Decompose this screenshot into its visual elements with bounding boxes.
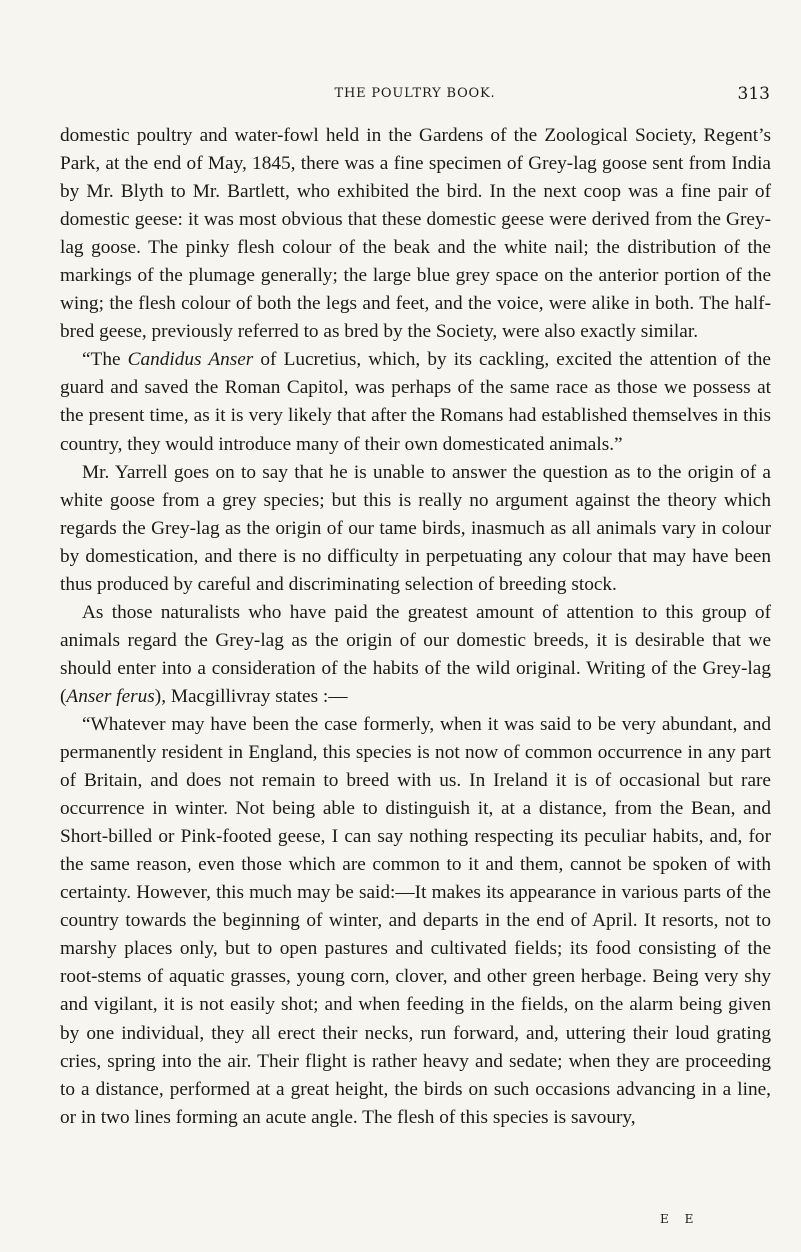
paragraph-3: Mr. Yarrell goes on to say that he is unable to answer the question as to the origin of a white goose from a grey species; but this is really no argument against the theory which regards the Grey-lag as the origin of our tame birds, inasmuch as all animals vary in colour by domestication, and there is no difficulty in perpetuating any colour that may have been thus produced by careful and discriminating selection of breeding stock.: [60, 461, 771, 595]
paragraph-4-after: ), Macgillivray states :—: [154, 685, 348, 707]
body-text: [60, 122, 771, 1132]
paragraph-4-italic-term: Anser ferus: [66, 685, 155, 707]
paragraph-4-before: As those naturalists who have paid the greatest amount of attention to this group of animals regard the Grey-lag as the origin of our domestic breeds, it is desirable that we should enter into a consideration of the habits of the wild original. Writing of the Grey-lag (: [60, 601, 771, 707]
paragraph-2-rest: of Lucretius, which, by its cackling, excited the attention of the guard and saved the Roman Capitol, was perhaps of the same race as those we possess at the present time, as it is very likely that after the Romans had established themselves in this country, they would introduce many of their own domesticated animals.”: [60, 349, 771, 455]
paragraph-1: domestic poultry and water-fowl held in the Gardens of the Zoological Society, Regent’s Park, at the end of May, 1845, there was a fine specimen of Grey-lag goose sent from India by Mr. Blyth to Mr. Bartlett, who exhibited the bird. In the next coop was a fine pair of domestic geese: it was most obvious that these domestic geese were derived from the Grey-lag goose. The pinky flesh colour of the beak and the white nail; the distribution of the markings of the plumage generally; the large blue grey space on the anterior portion of the wing; the flesh colour of both the legs and feet, and the voice, were alike in both. The half-bred geese, previously referred to as bred by the Society, were also exactly similar.: [60, 125, 771, 343]
paragraph-2-italic-term: Candidus Anser: [127, 349, 254, 371]
paragraph-2: [60, 346, 771, 458]
running-head: [60, 86, 770, 110]
paragraph-5: “Whatever may have been the case formerly, when it was said to be very abundant, and permanently resident in England, this species is not now of common occurrence in any part of Britain, and does not remain to breed with us. In Ireland it is of occasional but rare occurrence in winter. Not being able to distinguish it, at a distance, from the Bean, and Short-billed or Pink-footed geese, I can say nothing respecting its peculiar habits, and, for the same reason, even those which are common to it and them, cannot be spoken of with certainty. However, this much may be said:—It makes its appearance in various parts of the country towards the beginning of winter, and departs in the end of April. It resorts, not to marshy places only, but to open pastures and cultivated fields; its food consisting of the root-stems of aquatic grasses, young corn, clover, and other green herbage. Being very shy and vigilant, it is not easily shot; and when feeding in the fields, on the alarm being given by one individual, they all erect their necks, run forward, and, uttering their loud grating cries, spring into the air. Their flight is rather heavy and sedate; when they are proceeding to a distance, performed at a great height, the birds on such occasions advancing in a line, or in two lines forming an acute angle. The flesh of this species is savoury,: [60, 713, 771, 1128]
paragraph-4: [60, 599, 771, 711]
page-number: 313: [737, 84, 770, 104]
signature-mark: E E: [660, 1212, 700, 1226]
running-title: THE POULTRY BOOK.: [334, 86, 496, 101]
paragraph-2-open: “The: [82, 349, 128, 371]
